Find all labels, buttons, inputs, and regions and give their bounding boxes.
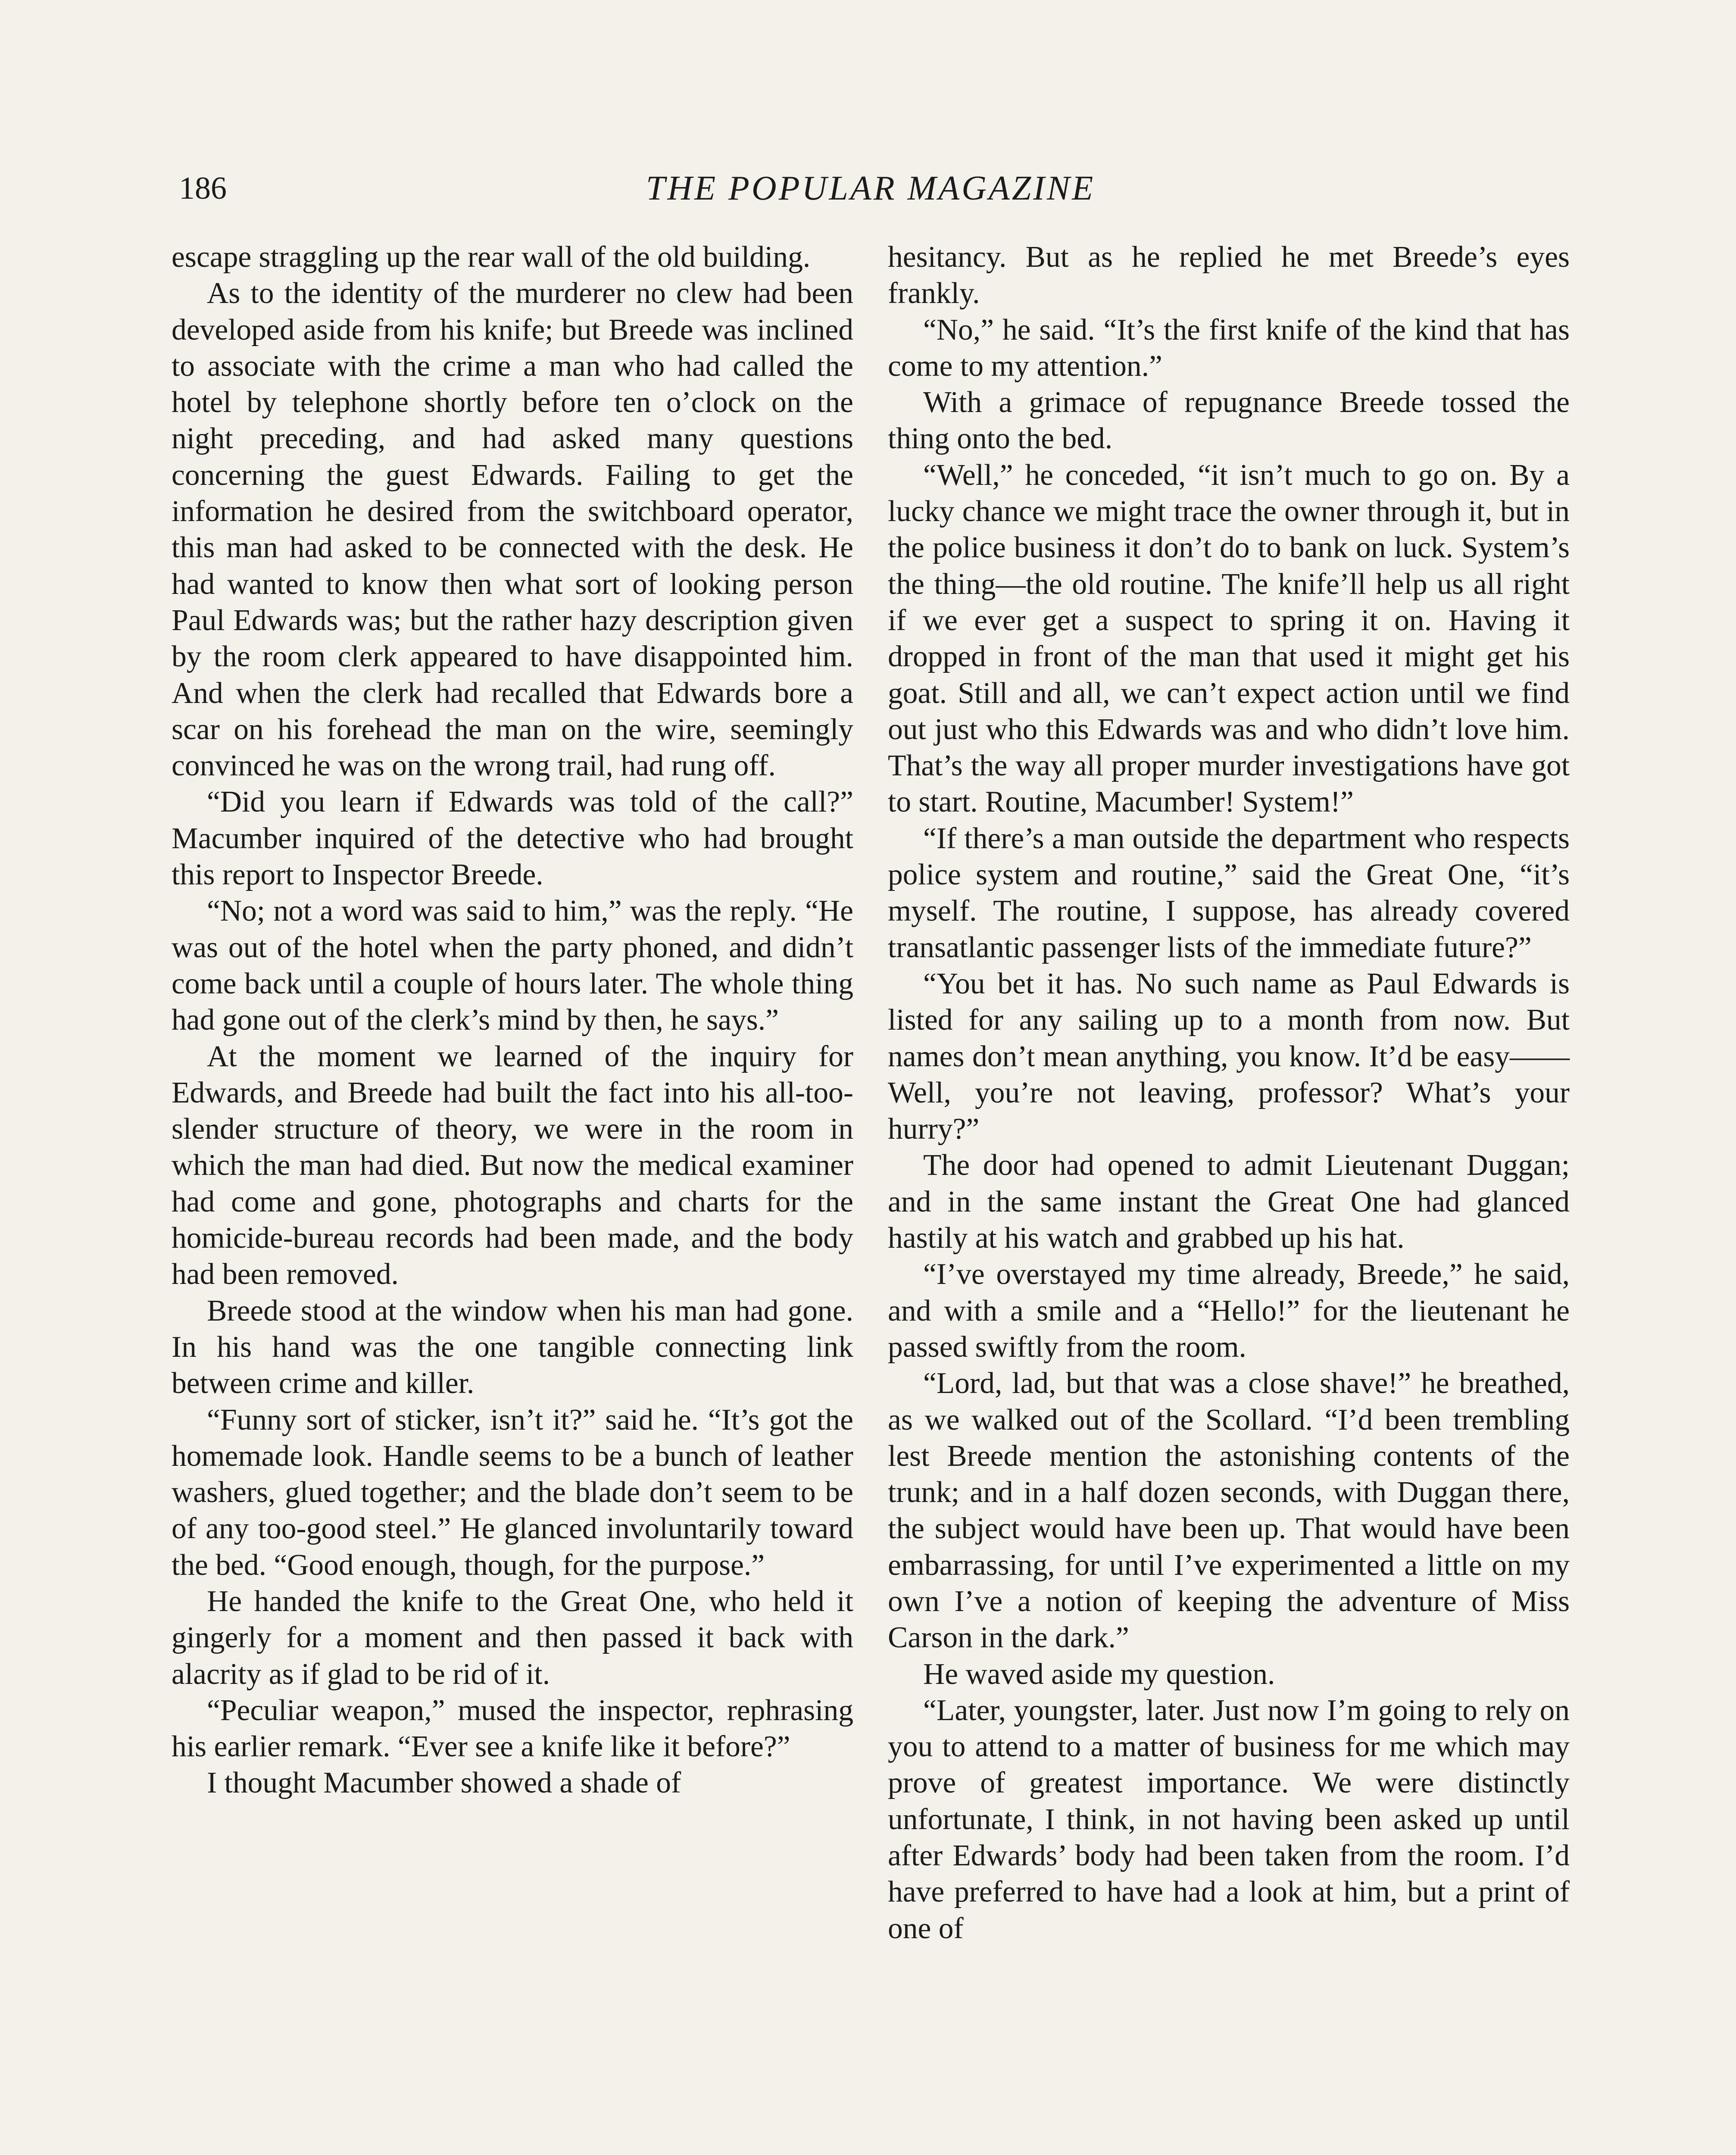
right-column (888, 239, 1570, 1947)
paragraph: He handed the knife to the Great One, who held it gingerly for a moment and then passed it back with alacrity as if glad to be rid of it. (172, 1584, 853, 1691)
paragraph: “Peculiar weapon,” mused the inspector, rephrasing his earlier remark. “Ever see a knife like it before?” (172, 1693, 853, 1764)
paragraph: “No; not a word was said to him,” was the reply. “He was out of the hotel when the party phoned, and didn’t come back until a couple of hours later. The whole thing had gone out of the clerk’s mind by then, he says.” (172, 894, 853, 1037)
running-head: THE POPULAR MAGAZINE (646, 169, 1096, 207)
paragraph: “No,” he said. “It’s the first knife of the kind that has come to my attention.” (888, 313, 1570, 383)
paragraph: hesitancy. But as he replied he met Breede’s eyes frankly. (888, 240, 1570, 310)
paragraph: I thought Macumber showed a shade of (207, 1766, 681, 1800)
paragraph: “Funny sort of sticker, isn’t it?” said he. “It’s got the homemade look. Handle seems to be a bunch of leather washers, glued together; and the blade don’t seem to be of any too-good steel.” He glanced involuntarily toward the bed. “Good enough, though, for the purpose.” (172, 1403, 853, 1582)
left-column (172, 239, 853, 1802)
paragraph: “I’ve overstayed my time already, Breede,” he said, and with a smile and a “Hello!” for the lieutenant he passed swiftly from the room. (888, 1258, 1570, 1364)
paragraph: At the moment we learned of the inquiry for Edwards, and Breede had built the fact into his all-too-slender structure of theory, we were in the room in which the man had died. But now the medical examiner had come and gone, photographs and charts for the homicide-bureau records had been made, and the body had been removed. (172, 1040, 853, 1291)
paragraph: “If there’s a man outside the department who respects police system and routine,” said the Great One, “it’s myself. The routine, I suppose, has already covered transatlantic passenger lists of the immediate future?” (888, 821, 1570, 964)
paragraph: “Later, youngster, later. Just now I’m going to rely on you to attend to a matter of business for me which may prove of greatest importance. We were distinctly unfortunate, I think, in not having been asked up until after Edwards’ body had been taken from the room. I’d have preferred to have had a look at him, but a print of one of (888, 1693, 1570, 1945)
paragraph: As to the identity of the murderer no clew had been developed aside from his knife; but Breede was inclined to associate with the crime a man who had called the hotel by telephone shortly before ten o’clock on the night preceding, and had asked many questions concerning the guest Edwards. Failing to get the information he desired from the switchboard operator, this man had asked to be connected with the desk. He had wanted to know then what sort of looking person Paul Edwards was; but the rather hazy description given by the room clerk appeared to have disappointed him. And when the clerk had recalled that Edwards bore a scar on his forehead the man on the wire, seemingly convinced he was on the wrong trail, had rung off. (172, 277, 853, 783)
paragraph: “Well,” he conceded, “it isn’t much to go on. By a lucky chance we might trace the owner through it, but in the police business it don’t do to bank on luck. System’s the thing—the old routine. The knife’ll help us all right if we ever get a suspect to spring it on. Having it dropped in front of the man that used it might get his goat. Still and all, we can’t expect action until we find out just who this Edwards was and who didn’t love him. That’s the way all proper murder investigations have got to start. Routine, Macumber! System!” (888, 458, 1570, 819)
paragraph: “Did you learn if Edwards was told of the call?” Macumber inquired of the detective who had brought this report to Inspector Breede. (172, 785, 853, 892)
page-header (0, 165, 1736, 212)
paragraph: With a grimace of repugnance Breede tossed the thing onto the bed. (888, 386, 1570, 456)
paragraph: He waved aside my question. (923, 1657, 1275, 1691)
paragraph: “You bet it has. No such name as Paul Edwards is listed for any sailing up to a month from now. But names don’t mean anything, you know. It’d be easy—— Well, you’re not leaving, professor? What’s your hurry?” (888, 967, 1570, 1146)
page-number: 186 (179, 171, 227, 206)
paragraph: The door had opened to admit Lieutenant Duggan; and in the same instant the Great One had glanced hastily at his watch and grabbed up his hat. (888, 1149, 1570, 1255)
paragraph: “Lord, lad, but that was a close shave!” he breathed, as we walked out of the Scollard. “I’d been trembling lest Breede mention the astonishing contents of the trunk; and in a half dozen seconds, with Duggan there, the subject would have been up. That would have been embarrassing, for until I’ve experimented a little on my own I’ve a notion of keeping the adventure of Miss Carson in the dark.” (888, 1367, 1570, 1655)
paragraph: Breede stood at the window when his man had gone. In his hand was the one tangible connecting link between crime and killer. (172, 1294, 853, 1400)
paragraph: escape straggling up the rear wall of the old building. (172, 240, 811, 274)
